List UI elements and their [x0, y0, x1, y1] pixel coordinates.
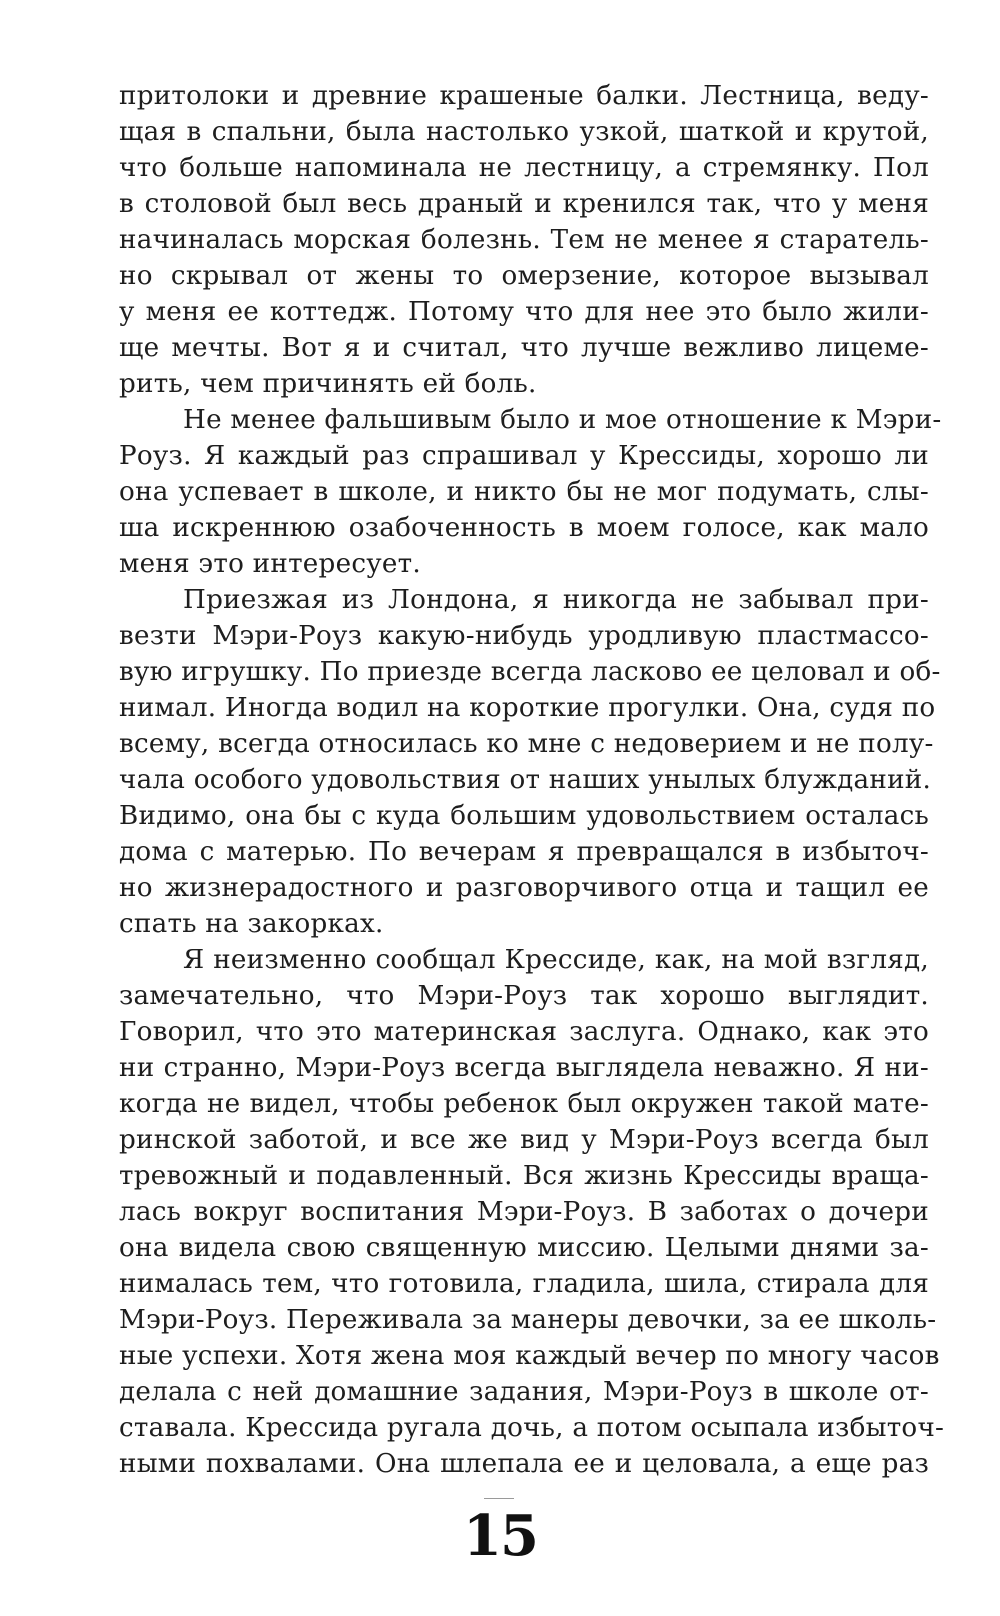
- text-line: Видимо, она бы с куда большим удовольствием осталась: [119, 801, 929, 831]
- text-line: ными похвалами. Она шлепала ее и целовала, а еще раз: [119, 1449, 929, 1479]
- text-line: Роуз. Я каждый раз спрашивал у Крессиды, хорошо ли: [119, 441, 929, 471]
- text-line: ставала. Крессида ругала дочь, а потом осыпала избыточ-: [119, 1413, 945, 1443]
- text-line: всему, всегда относилась ко мне с недоверием и не полу-: [119, 729, 934, 759]
- text-line: в столовой был весь драный и кренился так, что у меня: [119, 189, 929, 219]
- text-line: Говорил, что это материнская заслуга. Однако, как это: [119, 1017, 929, 1047]
- paragraph-end-line: меня это интересует.: [119, 549, 421, 579]
- page-number-rule: [484, 1498, 514, 1499]
- text-line: но скрывал от жены то омерзение, которое вызывал: [119, 261, 929, 291]
- text-line: ные успехи. Хотя жена моя каждый вечер по многу часов: [119, 1341, 940, 1371]
- text-line: что больше напоминала не лестницу, а стремянку. Пол: [119, 153, 929, 183]
- text-line: ще мечты. Вот я и считал, что лучше вежливо лицеме-: [119, 333, 929, 363]
- text-line: делала с ней домашние задания, Мэри-Роуз в школе от-: [119, 1377, 929, 1407]
- paragraph-first-line: Приезжая из Лондона, я никогда не забывал при-: [183, 585, 929, 615]
- text-line: ни странно, Мэри-Роуз всегда выглядела неважно. Я ни-: [119, 1053, 929, 1083]
- text-line: щая в спальни, была настолько узкой, шаткой и крутой,: [119, 117, 929, 147]
- text-line: чала особого удовольствия от наших унылых блужданий.: [119, 765, 932, 795]
- text-line: притолоки и древние крашеные балки. Лестница, веду-: [119, 81, 929, 111]
- paragraph-first-line: Я неизменно сообщал Крессиде, как, на мой взгляд,: [183, 945, 929, 975]
- text-line: тревожный и подавленный. Вся жизнь Крессиды враща-: [119, 1161, 929, 1191]
- text-line: у меня ее коттедж. Потому что для нее это было жили-: [119, 297, 929, 327]
- text-line: ринской заботой, и все же вид у Мэри-Роуз всегда был: [119, 1125, 929, 1155]
- text-line: она успевает в школе, и никто бы не мог подумать, слы-: [119, 477, 929, 507]
- paragraph-first-line: Не менее фальшивым было и мое отношение к Мэри-: [183, 405, 942, 435]
- text-line: нималась тем, что готовила, гладила, шила, стирала для: [119, 1269, 929, 1299]
- text-line: когда не видел, чтобы ребенок был окружен такой мате-: [119, 1089, 929, 1119]
- paragraph-end-line: рить, чем причинять ей боль.: [119, 369, 537, 399]
- body-text: [119, 78, 945, 1482]
- text-line: начиналась морская болезнь. Тем не менее я старатель-: [119, 225, 929, 255]
- text-line: но жизнерадостного и разговорчивого отца и тащил ее: [119, 873, 929, 903]
- text-line: она видела свою священную миссию. Целыми днями за-: [119, 1233, 929, 1263]
- text-line: вую игрушку. По приезде всегда ласково ее целовал и об-: [119, 657, 941, 687]
- page-number: 15: [463, 1503, 537, 1569]
- text-line: ша искреннюю озабоченность в моем голосе, как мало: [119, 513, 929, 543]
- text-line: замечательно, что Мэри-Роуз так хорошо выглядит.: [119, 981, 929, 1011]
- text-line: нимал. Иногда водил на короткие прогулки. Она, судя по: [119, 693, 936, 723]
- text-line: везти Мэри-Роуз какую-нибудь уродливую пластмассо-: [119, 621, 929, 651]
- paragraph-end-line: спать на закорках.: [119, 909, 384, 939]
- text-line: Мэри-Роуз. Переживала за манеры девочки, за ее школь-: [119, 1305, 937, 1335]
- text-line: дома с матерью. По вечерам я превращался в избыточ-: [119, 837, 929, 867]
- text-line: лась вокруг воспитания Мэри-Роуз. В заботах о дочери: [119, 1197, 929, 1227]
